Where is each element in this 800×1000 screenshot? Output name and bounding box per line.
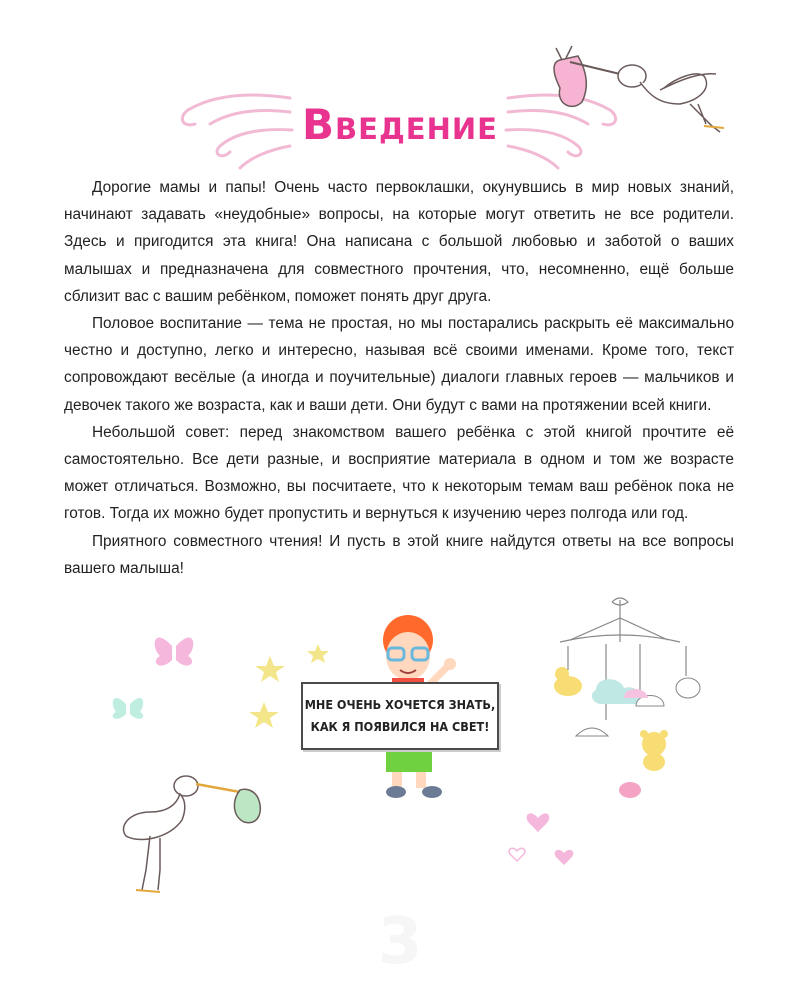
page-number: 3 (377, 905, 423, 979)
paragraph: Небольшой совет: перед знакомством вашего ребёнка с этой книгой прочтите её самостоятельно. Все дети разные, и восприятие материала в одном и том же возрасте может отличаться. Возможно, вы посчитаете, что к некоторым темам ваш ребёнок пока не готов. Тогда их можно будет пропустить и вернуться к изучению через полгода или год. (64, 423, 734, 523)
paragraph: Половое воспитание — тема не простая, но мы постарались раскрыть её максимально честно и доступно, легко и интересно, называя всё своими именами. Кроме того, текст сопровождают весёлые (а иногда и поучительные) диалоги главных героев — мальчиков и девочек такого же возраста, как и ваши дети. Они будут с вами на протяжении всей книги. (64, 315, 734, 414)
paragraph: Дорогие мамы и папы! Очень часто первоклашки, окунувшись в мир новых знаний, начинают задавать «неудобные» вопросы, на которые могут ответить не все родители. Здесь и пригодится эта книга! Она написана с большой любовью и заботой о ваших малышах и предназначена для совместного прочтения, что, несомненно, ещё больше сблизит вас с вашим ребёнком, поможет понять друг друга. (64, 179, 734, 305)
intro-text (64, 174, 734, 582)
page-title: Введение (302, 100, 498, 149)
paragraph: Приятного совместного чтения! И пусть в этой книге найдутся ответы на все вопросы вашего малыша! (64, 532, 734, 577)
stork-bottom-icon (123, 776, 260, 892)
speech-sign (301, 682, 499, 750)
butterfly-pink-icon (155, 637, 194, 665)
sign-line-2: КАК Я ПОЯВИЛСЯ НА СВЕТ! (310, 719, 490, 734)
butterfly-mint-icon (113, 698, 144, 719)
hearts-icon (509, 813, 573, 865)
mobile-toys-icon (554, 667, 700, 798)
sign-line-1: МНЕ ОЧЕНЬ ХОЧЕТСЯ ЗНАТЬ, (304, 697, 496, 712)
